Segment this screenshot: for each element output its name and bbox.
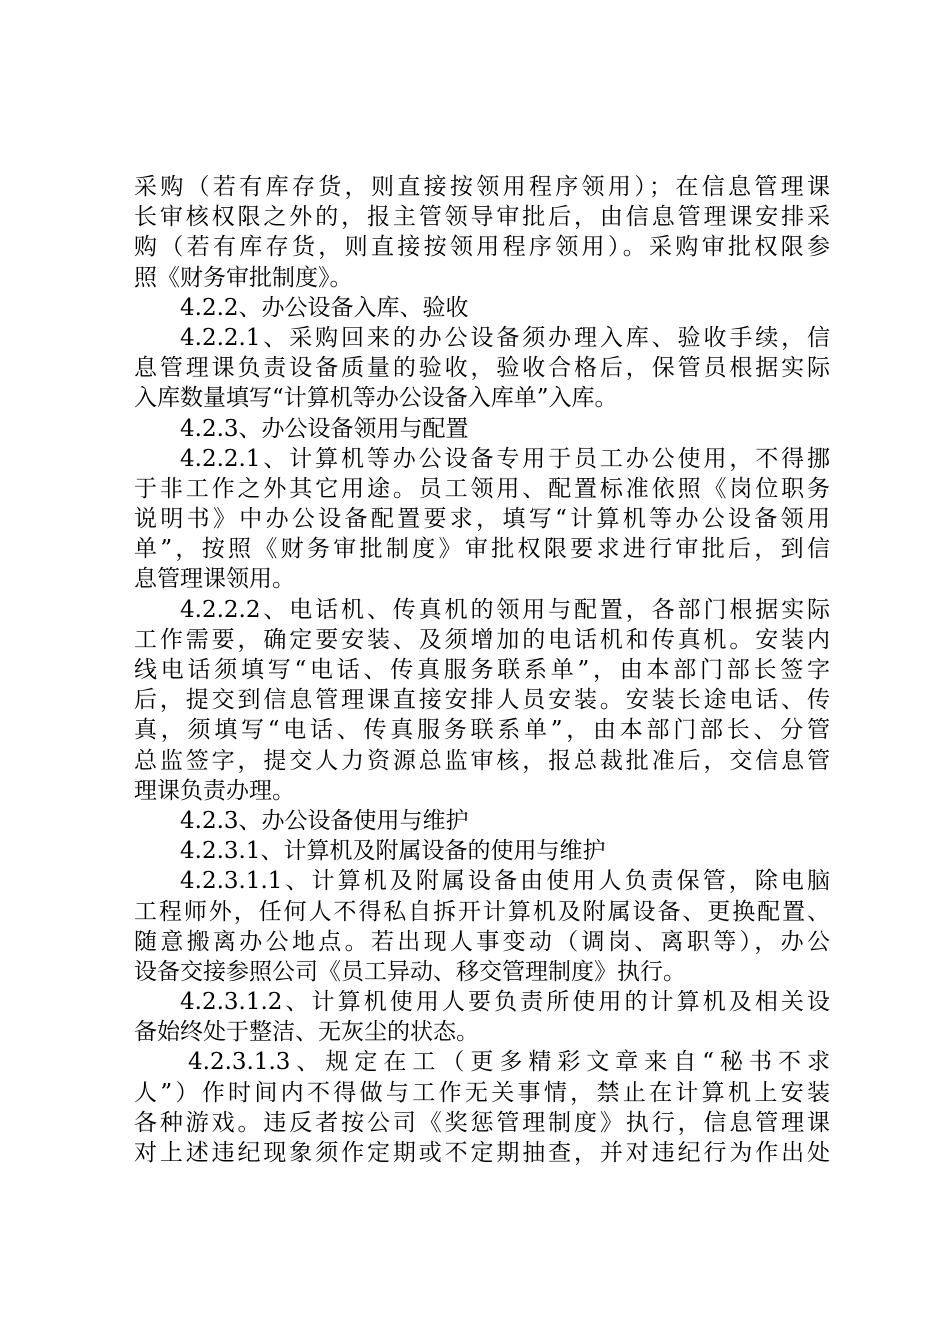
paragraph-line: 单”，按照《财务审批制度》审批权限要求进行审批后，到信 [134,536,830,563]
paragraph-line: 说明书》中办公设备配置要求，填写“计算机等办公设备领用 [134,506,830,533]
paragraph-line: 于非工作之外其它用途。员工领用、配置标准依照《岗位职务 [134,475,830,502]
paragraph-line: 总监签字，提交人力资源总监审核，报总裁批准后，交信息管 [134,747,830,774]
paragraph-line: 照《财务审批制度》。 [134,264,353,291]
section-heading: 4.2.3、办公设备使用与维护 [180,807,469,834]
paragraph-line: 对上述违纪现象须作定期或不定期抽查，并对违纪行为作出处 [134,1140,830,1166]
section-heading: 4.2.2、办公设备入库、验收 [180,294,469,321]
paragraph-line: 后，提交到信息管理课直接安排人员安装。安装长途电话、传 [134,687,830,714]
paragraph-line: 购（若有库存货，则直接按领用程序领用）。采购审批权限参 [134,234,830,261]
subsection-heading: 4.2.3.1、计算机及附属设备的使用与维护 [180,838,606,865]
paragraph-line: 长审核权限之外的，报主管领导审批后，由信息管理课安排采 [134,204,830,231]
paragraph-line: 4.2.2.1、采购回来的办公设备须办理入库、验收手续，信 [180,324,830,351]
paragraph-line: 4.2.3.1.1、计算机及附属设备由使用人负责保管，除电脑 [180,868,830,895]
paragraph-line: 工作需要，确定要安装、及须增加的电话机和传真机。安装内 [134,626,830,653]
paragraph-line: 工程师外，任何人不得私自拆开计算机及附属设备、更换配置、 [134,898,830,925]
paragraph-line: 采购（若有库存货，则直接按领用程序领用）；在信息管理课 [134,174,830,200]
paragraph-line: 入库数量填写“计算机等办公设备入库单”入库。 [134,385,618,412]
paragraph-line: 4.2.2.1、计算机等办公设备专用于员工办公使用，不得挪 [180,445,830,472]
paragraph-line: 息管理课领用。 [134,566,295,593]
paragraph-line: 备始终处于整洁、无灰尘的状态。 [134,1019,479,1046]
paragraph-line: 人”）作时间内不得做与工作无关事情，禁止在计算机上安装 [134,1079,830,1106]
paragraph-line: 设备交接参照公司《员工异动、移交管理制度》执行。 [134,958,686,985]
paragraph-line: 4.2.3.1.3、规定在工（更多精彩文章来自“秘书不求 [188,1049,830,1076]
section-heading: 4.2.3、办公设备领用与配置 [180,415,469,442]
paragraph-line: 随意搬离办公地点。若出现人事变动（调岗、离职等），办公 [134,928,830,955]
paragraph-line: 理课负责办理。 [134,777,295,804]
paragraph-line: 各种游戏。违反者按公司《奖惩管理制度》执行，信息管理课 [134,1109,830,1136]
paragraph-line: 4.2.3.1.2、计算机使用人要负责所使用的计算机及相关设 [180,989,830,1016]
paragraph-line: 息管理课负责设备质量的验收，验收合格后，保管员根据实际 [134,355,830,382]
paragraph-line: 4.2.2.2、电话机、传真机的领用与配置，各部门根据实际 [180,596,830,623]
paragraph-line: 真，须填写“电话、传真服务联系单”，由本部门部长、分管 [134,717,830,744]
paragraph-line: 线电话须填写“电话、传真服务联系单”，由本部门部长签字 [134,657,830,683]
document-body [134,172,830,1168]
